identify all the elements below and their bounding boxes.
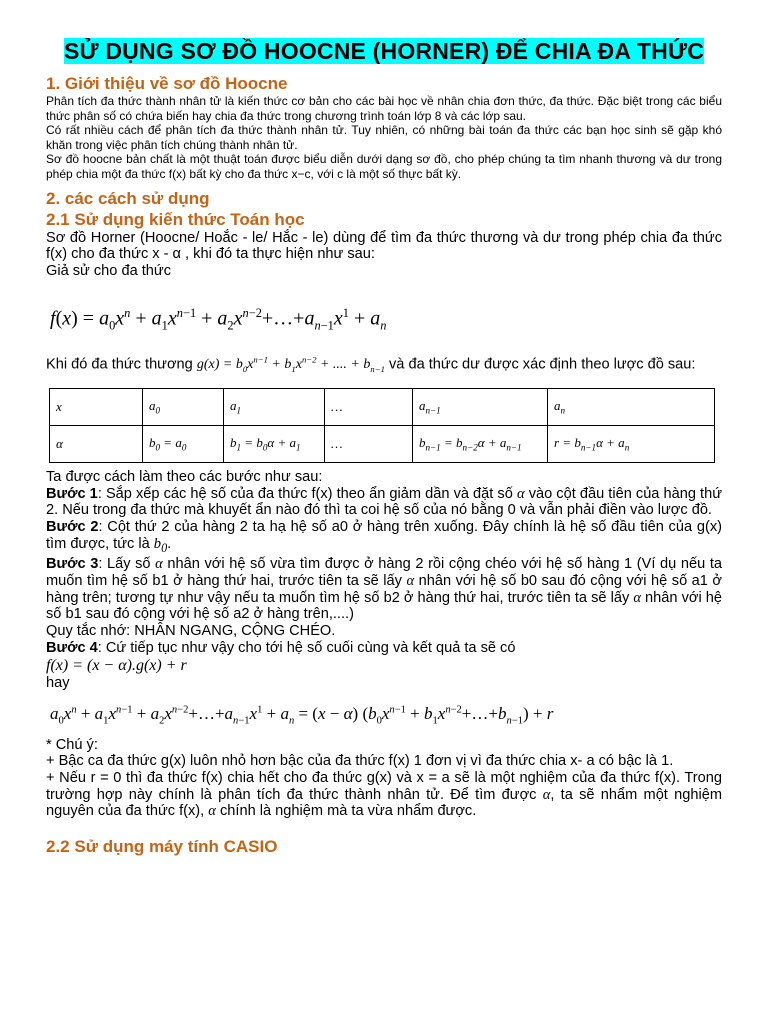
alpha-symbol: α [633,589,641,606]
section1-paragraph-1: Phân tích đa thức thành nhân tử là kiến thức cơ bản cho các bài học về nhân chia đơn thức, đa thức. Đặc biệt trong các biểu thức phân số có chứa biến hay chia đa thức trong chương trình toán lớp 8 và các lớp sau. [46,94,722,123]
section1-paragraph-3: Sơ đồ hoocne bản chất là một thuật toán được biểu diễn dưới dạng sơ đồ, cho phép chúng ta tìm nhanh thương và dư trong phép chia một đa thức f(x) bất kỳ cho đa thức x−c, với c là một số thực bất kỳ. [46,152,722,181]
table-row [50,388,715,425]
alpha-symbol: α [155,556,163,573]
note-2-text-b: , ta sẽ nhẩm một nghiệm nguyên của đa thức f(x), [46,786,722,820]
quotient-formula: $g(x) = b_0x^{n-1} + b_1x^{n-2}$ + .... + $b_{n-1}$ [196,354,385,375]
note-1: + Bậc ca đa thức g(x) luôn nhỏ hơn bậc của đa thức f(x) 1 đơn vị vì đa thức chia x- a có bậc là 1. [46,753,674,770]
or-text: hay [46,675,70,692]
step-2-label: Bước 2 [46,518,99,535]
title-block [46,37,722,65]
note-2 [46,770,722,820]
step-4-label: Bước 4 [46,639,98,656]
alpha-symbol: α [542,786,551,803]
page-title: SỬ DỤNG SƠ ĐỒ HOOCNE (HORNER) ĐỂ CHIA ĐA THỨC [63,38,705,64]
step-4 [46,640,722,657]
table-cell: $a_n$ [548,388,715,425]
expanded-identity: $a_0x^n + a_1x^{n-1}$ + $a_2x^{n-2}+\dots+a_{n-1}x^1 + a_n = (x - \alpha) (b_0x^{n-1}$ + $b_1x^{n-2}+\dots+b_{n-1}) + r$ [50,704,554,727]
suppose-text: Giả sử cho đa thức [46,262,171,279]
division-identity: f(x) = (x − α).g(x) + r [46,657,187,675]
section2-1-heading: 2.1 Sử dụng kiến thức Toán học [46,209,305,229]
section2-2-heading: 2.2 Sử dụng máy tính CASIO [46,837,278,857]
table-cell: $a_1$ [224,388,325,425]
section1-paragraph-2: Có rất nhiều cách để phân tích đa thức thành nhân tử. Tuy nhiên, có những bài toán đa thức các bạn học sinh sẽ gặp khó khăn trong việc phân tích chúng thành nhân tử. [46,123,722,152]
note-2-text-a: + Nếu r = 0 thì đa thức f(x) chia hết cho đa thức g(x) và x = a sẽ là một nghiệm của đa thức f(x). Trong trường hợp này chính là phân tích đa thức thành nhân tử. Để tìm được [46,769,722,803]
alpha-symbol: α [208,803,216,820]
table-cell: $b_{n-1} = b_{n-2}\alpha + a_{n-1}$ [413,425,548,462]
steps-intro: Ta được cách làm theo các bước như sau: [46,468,323,485]
step-2: Bước 2: Cột thứ 2 của hàng 2 ta hạ hệ số a0 ở hàng trên xuống. Đây chính là hệ số đầu tiên của g(x) tìm được, tức là $b_0$. [46,518,722,555]
step-4-text: : Cứ tiếp tục như vậy cho tới hệ số cuối cùng và kết quả ta sẽ có [97,639,516,656]
section2-heading: 2. các cách sử dụng [46,188,210,208]
section1-heading: 1. Giới thiệu về sơ đồ Hoocne [46,74,288,93]
table-cell: $b_0 = a_0$ [143,425,224,462]
alpha-symbol: α [516,485,525,502]
memory-rule: Quy tắc nhớ: NHÂN NGANG, CỘNG CHÉO. [46,623,336,640]
table-row [50,425,715,462]
step-2-text: : Cột thứ 2 của hàng 2 ta hạ hệ số a0 ở hàng trên xuống. Đây chính là hệ số đầu tiên của g(x) tìm được, tức là [46,518,722,552]
b0-symbol: $b_0$ [153,535,168,555]
polynomial-formula: $f(x) = a_0x^n + a_1x^{n-1}$ + $a_2x^{n-2}+\dots+a_{n-1}x^1 + a_n$ [50,305,387,333]
step-3-text-a: : Lấy số [98,556,156,573]
step-1-text-a: : Sắp xếp các hệ số của đa thức f(x) theo ẩn giảm dần và đặt số [97,485,517,502]
quotient-paragraph [46,352,722,378]
table-cell: … [325,388,413,425]
table-cell: $b_1 = b_0\alpha + a_1$ [224,425,325,462]
step-3-text-d: nhân với hệ số b1 sau đó cộng với hệ số a2 ở hàng trên,....) [46,589,722,623]
step-3-text-c: nhân với hệ số b0 sau đó cộng với hệ số a1 ở hàng trên; tương tự như vậy nếu ta muốn tìm hệ số b2 ở hàng thứ hai, trước tiên ta sẽ lấy [46,572,722,606]
table-cell: $a_0$ [143,388,224,425]
quotient-text-after: và đa thức dư được xác định theo lược đồ sau: [389,356,696,373]
note-heading: * Chú ý: [46,736,98,753]
table-cell: … [325,425,413,462]
step-1 [46,486,722,519]
quotient-text-before: Khi đó đa thức thương [46,356,197,373]
step-3 [46,556,722,623]
table-cell: x [50,388,143,425]
table-cell: $r = b_{n-1}\alpha + a_n$ [548,425,715,462]
note-2-text-c: chính là nghiệm mà ta vừa nhẩm được. [215,803,477,820]
table-cell: α [50,425,143,462]
table-cell: $a_{n-1}$ [413,388,548,425]
step-1-text-b: vào cột đầu tiên của hàng thứ 2. Nếu trong đa thức mà khuyết ẩn nào đó thì ta coi hệ số của nó bằng 0 và vẫn phải điền vào lược đồ. [46,485,723,519]
alpha-symbol: α [406,572,415,589]
horner-intro: Sơ đồ Horner (Hoocne/ Hoắc - le/ Hắc - le) dùng để tìm đa thức thương và dư trong phép chia đa thức f(x) cho đa thức x - α , khi đó ta thực hiện như sau: [46,229,722,263]
step-3-text-b: nhân với hệ số vừa tìm được ở hàng 2 rồi cộng chéo với hệ số hàng 1 (Ví dụ nếu ta muốn tìm hệ số b1 ở hàng thứ hai, trước tiên ta sẽ lấy [46,556,722,589]
document-page [46,0,722,857]
step-3-label: Bước 3 [46,556,99,573]
horner-table [49,388,715,463]
step-1-label: Bước 1 [46,485,98,502]
